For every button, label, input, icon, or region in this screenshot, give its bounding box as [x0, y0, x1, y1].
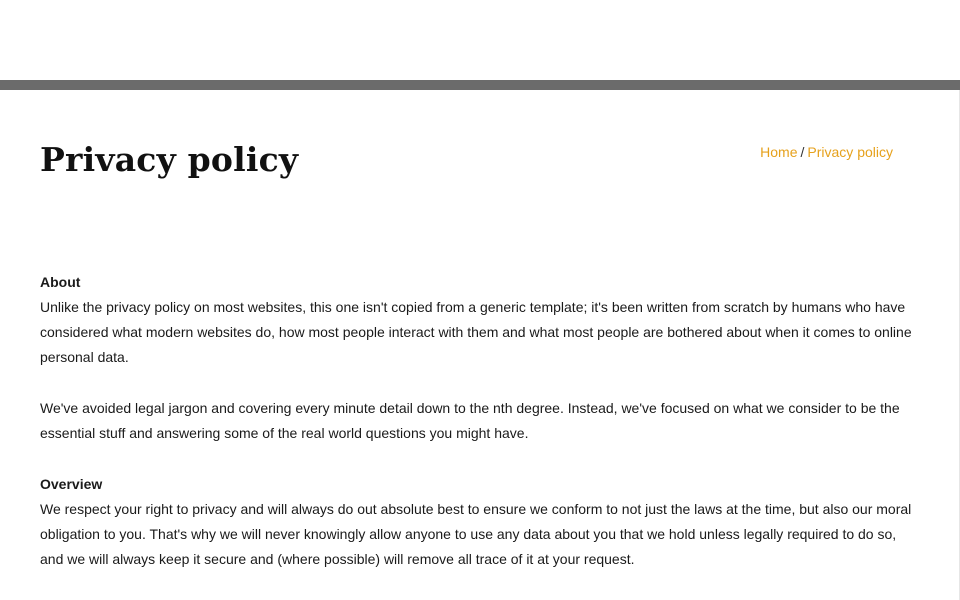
- header-bar: [0, 80, 960, 90]
- breadcrumb: [760, 143, 893, 161]
- about-paragraph-2: We've avoided legal jargon and covering every minute detail down to the nth degree. Instead, we've focused on what we consider to be the essential stuff and answering some of the real world questions you might have.: [40, 400, 900, 442]
- policy-content: [40, 270, 920, 573]
- page-container: [0, 90, 960, 600]
- section-heading-about: About: [40, 274, 81, 290]
- top-blank-area: [0, 0, 960, 80]
- about-paragraph-1: Unlike the privacy policy on most websites, this one isn't copied from a generic template; it's been written from scratch by humans who have considered what modern websites do, how most people interact with them and what most people are bothered about when it comes to online personal data.: [40, 299, 912, 366]
- breadcrumb-current-link[interactable]: Privacy policy: [807, 144, 893, 160]
- breadcrumb-home-link[interactable]: Home: [760, 144, 798, 160]
- page-title: Privacy policy: [40, 140, 299, 179]
- breadcrumb-separator: /: [800, 144, 805, 160]
- section-heading-overview: Overview: [40, 476, 103, 493]
- overview-paragraph-1: We respect your right to privacy and will always do out absolute best to ensure we conform to not just the laws at the time, but also our moral obligation to you. That's why we will never knowingly allow anyone to use any data about you that we hold unless legally required to do so, and we will always keep it secure and (where possible) will remove all trace of it at your request.: [40, 501, 912, 568]
